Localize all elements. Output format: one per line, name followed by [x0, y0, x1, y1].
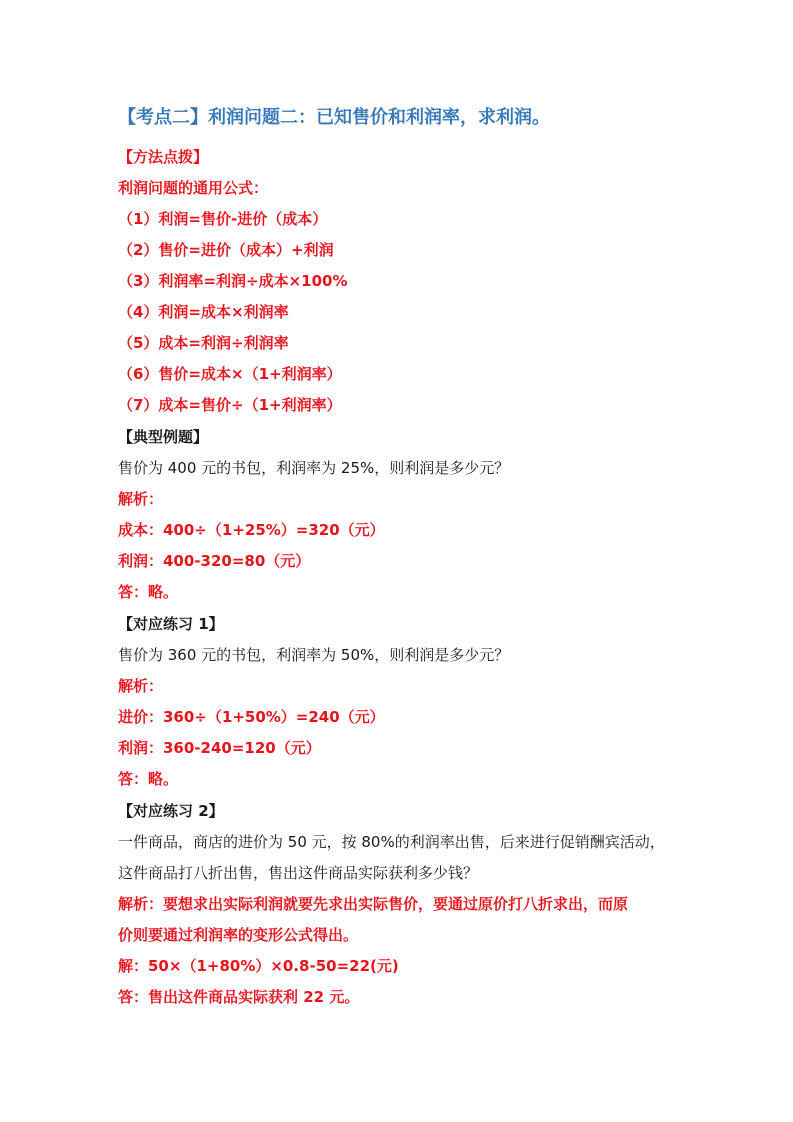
formula-intro: 利润问题的通用公式： [118, 179, 269, 197]
practice2-analysis-line-2: 价则要通过利润率的变形公式得出。 [118, 926, 359, 944]
method-heading: 【方法点拨】 [118, 148, 209, 166]
practice2-question-line-1: 一件商品，商店的进价为 50 元，按 80%的利润率出售，后来进行促销酬宾活动， [118, 833, 665, 851]
practice1-analysis-label: 解析： [118, 677, 164, 695]
formula-7: （7）成本=售价÷（1+利润率） [118, 396, 342, 414]
practice1-step-2: 利润：360-240=120（元） [118, 739, 321, 757]
formula-6: （6）售价=成本×（1+利润率） [118, 365, 342, 383]
formula-2: （2）售价=进价（成本）+利润 [118, 241, 334, 259]
practice2-heading: 【对应练习 2】 [118, 802, 224, 820]
example-heading: 【典型例题】 [118, 428, 209, 446]
practice2-analysis-line-1: 解析：要想求出实际利润就要先求出实际售价，要通过原价打八折求出，而原 [118, 895, 629, 913]
formula-1: （1）利润=售价-进价（成本） [118, 210, 328, 228]
practice1-step-1: 进价：360÷（1+50%）=240（元） [118, 708, 385, 726]
practice1-answer: 答：略。 [118, 770, 179, 788]
formula-5: （5）成本=利润÷利润率 [118, 334, 289, 352]
formula-4: （4）利润=成本×利润率 [118, 303, 289, 321]
page-title: 【考点二】利润问题二：已知售价和利润率，求利润。 [118, 107, 550, 128]
practice2-answer: 答：售出这件商品实际获利 22 元。 [118, 988, 360, 1006]
example-step-1: 成本：400÷（1+25%）=320（元） [118, 521, 385, 539]
formula-3: （3）利润率=利润÷成本×100% [118, 272, 348, 290]
example-question: 售价为 400 元的书包，利润率为 25%，则利润是多少元？ [118, 459, 510, 477]
example-analysis-label: 解析： [118, 490, 164, 508]
practice2-question-line-2: 这件商品打八折出售，售出这件商品实际获利多少钱？ [118, 864, 479, 882]
practice1-heading: 【对应练习 1】 [118, 615, 224, 633]
example-answer: 答：略。 [118, 583, 179, 601]
example-step-2: 利润：400-320=80（元） [118, 552, 311, 570]
practice2-solution: 解：50×（1+80%）×0.8-50=22(元) [118, 957, 399, 975]
practice1-question: 售价为 360 元的书包，利润率为 50%，则利润是多少元？ [118, 646, 510, 664]
